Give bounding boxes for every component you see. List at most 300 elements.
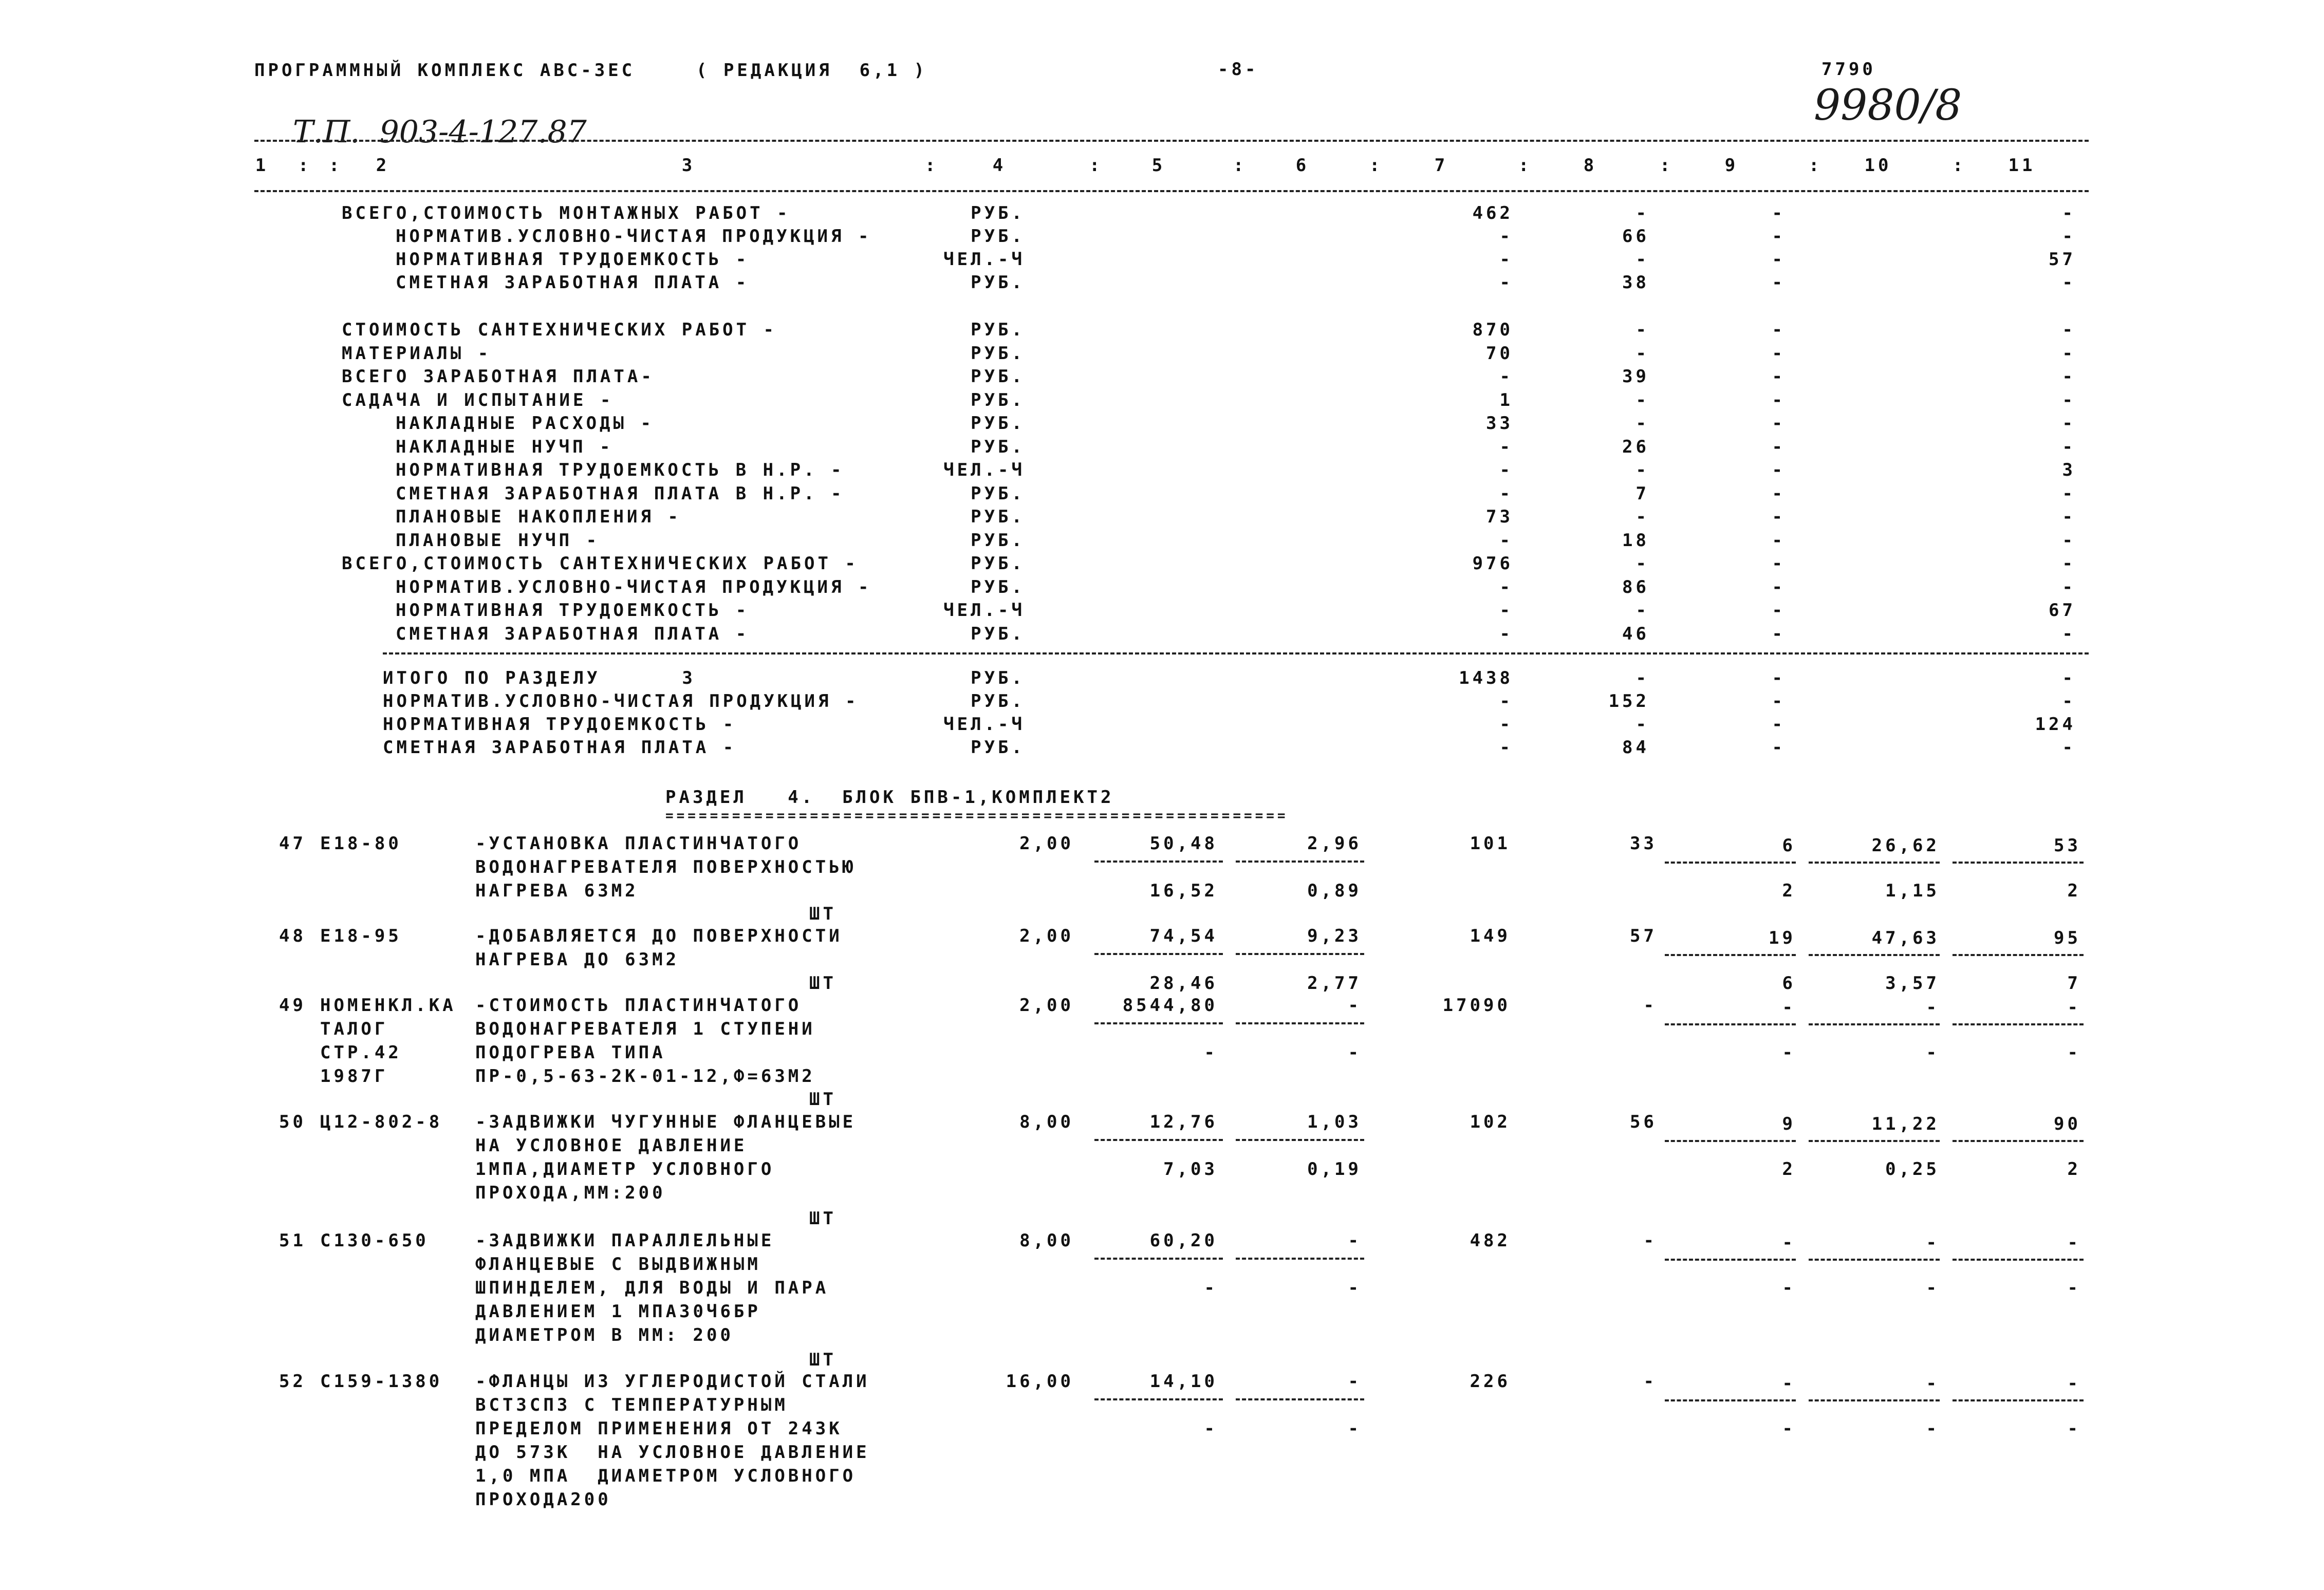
item-description: ВОДОНАГРЕВАТЕЛЯ 1 СТУПЕНИ xyxy=(475,1019,815,1039)
column-separator: : xyxy=(1089,155,1103,176)
item-col10-b: 3,57 xyxy=(1885,973,1940,994)
value-col7: 462 xyxy=(1472,203,1513,223)
value-col11: 124 xyxy=(2035,714,2076,735)
value-col8: - xyxy=(1635,413,1649,434)
item-col8: - xyxy=(1643,1371,1657,1392)
program-title: ПРОГРАММНЫЙ КОМПЛЕКС АВС-3ЕС xyxy=(254,60,636,81)
item-col9-b: 6 xyxy=(1782,973,1796,994)
summary-label: ВСЕГО,СТОИМОСТЬ САНТЕХНИЧЕСКИХ РАБОТ - xyxy=(342,553,859,574)
unit-label: РУБ. xyxy=(971,320,1025,340)
sub-rule xyxy=(1809,1140,1940,1142)
sub-rule xyxy=(1094,1258,1223,1260)
value-col8: - xyxy=(1635,668,1649,688)
item-total: 149 xyxy=(1470,926,1511,946)
item-wage-cost: - xyxy=(1348,995,1362,1016)
item-machine-wage: - xyxy=(1348,1042,1362,1063)
item-unit-cost-wage: 28,46 xyxy=(1149,973,1218,994)
unit-label: РУБ. xyxy=(971,413,1025,434)
value-col7: - xyxy=(1499,576,1513,597)
sub-rule xyxy=(1809,1259,1940,1261)
unit-label: РУБ. xyxy=(971,366,1025,387)
value-col9: - xyxy=(1772,343,1786,364)
unit-label: РУБ. xyxy=(971,483,1025,504)
value-col11: - xyxy=(2062,226,2076,247)
item-col9-b: - xyxy=(1782,1418,1796,1439)
item-total: 482 xyxy=(1470,1230,1511,1251)
item-description: ПРОХОДА200 xyxy=(475,1489,611,1510)
item-description: ФЛАНЦЕВЫЕ С ВЫДВИЖНЫМ xyxy=(475,1254,761,1275)
item-col11-b: 7 xyxy=(2067,973,2081,994)
unit-label: ЧЕЛ.-Ч xyxy=(943,600,1025,621)
item-description: 1МПА,ДИАМЕТР УСЛОВНОГО xyxy=(475,1159,775,1180)
item-description: ПР-0,5-63-2К-01-12,Ф=63М2 xyxy=(475,1066,815,1087)
column-number-11: 11 xyxy=(2008,155,2036,176)
column-number-9: 9 xyxy=(1724,155,1739,176)
item-total: 102 xyxy=(1470,1112,1511,1132)
sub-rule xyxy=(1953,954,2084,956)
summary-label: СТОИМОСТЬ САНТЕХНИЧЕСКИХ РАБОТ - xyxy=(342,320,777,340)
sub-rule xyxy=(1953,1399,2084,1401)
item-col10: - xyxy=(1926,1373,1940,1394)
sub-rule xyxy=(1094,1139,1223,1141)
summary-label: САДАЧА И ИСПЫТАНИЕ - xyxy=(342,389,614,410)
value-col7: - xyxy=(1499,436,1513,457)
value-col7: - xyxy=(1499,714,1513,735)
value-col9: - xyxy=(1772,460,1786,480)
item-description: ВОДОНАГРЕВАТЕЛЯ ПОВЕРХНОСТЬЮ xyxy=(475,857,857,877)
unit-label: РУБ. xyxy=(971,389,1025,410)
item-description: 1,0 МПА ДИАМЕТРОМ УСЛОВНОГО xyxy=(475,1466,857,1486)
item-unit-cost: 74,54 xyxy=(1149,926,1218,946)
value-col9: - xyxy=(1772,366,1786,387)
unit-label: РУБ. xyxy=(971,436,1025,457)
unit-label: РУБ. xyxy=(971,623,1025,644)
item-machine-wage: 2,77 xyxy=(1307,973,1362,994)
item-unit-cost-wage: 16,52 xyxy=(1149,881,1218,901)
value-col9: - xyxy=(1772,714,1786,735)
item-description: ПРЕДЕЛОМ ПРИМЕНЕНИЯ ОТ 243К xyxy=(475,1418,843,1439)
item-description: -ДОБАВЛЯЕТСЯ ДО ПОВЕРХНОСТИ xyxy=(475,926,843,946)
value-col11: - xyxy=(2062,576,2076,597)
item-description: ДАВЛЕНИЕМ 1 МПА30Ч6БР xyxy=(475,1301,761,1322)
section-total-rule xyxy=(383,652,2089,654)
value-col8: 66 xyxy=(1622,226,1649,247)
item-wage-cost: - xyxy=(1348,1371,1362,1392)
unit-label: РУБ. xyxy=(971,343,1025,364)
summary-label: СМЕТНАЯ ЗАРАБОТНАЯ ПЛАТА - xyxy=(396,272,750,293)
unit-sht: ШТ xyxy=(809,1350,836,1370)
value-col11: - xyxy=(2062,483,2076,504)
column-number-1: 1 xyxy=(255,155,269,176)
value-col8: 39 xyxy=(1622,366,1649,387)
item-quantity: 8,00 xyxy=(1019,1112,1074,1132)
item-col8: 56 xyxy=(1630,1112,1657,1132)
value-col7: 976 xyxy=(1472,553,1513,574)
item-col9: 19 xyxy=(1769,928,1796,948)
value-col9: - xyxy=(1772,737,1786,758)
value-col9: - xyxy=(1772,553,1786,574)
item-code: С159-1380 xyxy=(320,1371,443,1392)
value-col9: - xyxy=(1772,249,1786,270)
summary-label: СМЕТНАЯ ЗАРАБОТНАЯ ПЛАТА В Н.Р. - xyxy=(396,483,845,504)
value-col11: - xyxy=(2062,691,2076,712)
item-unit-cost: 14,10 xyxy=(1149,1371,1218,1392)
item-total: 226 xyxy=(1470,1371,1511,1392)
value-col11: - xyxy=(2062,272,2076,293)
item-col11-b: - xyxy=(2067,1042,2081,1063)
value-col11: - xyxy=(2062,553,2076,574)
item-col11: - xyxy=(2067,1232,2081,1253)
item-description: ДИАМЕТРОМ В ММ: 200 xyxy=(475,1325,734,1345)
value-col8: 84 xyxy=(1622,737,1649,758)
unit-label: ЧЕЛ.-Ч xyxy=(943,460,1025,480)
value-col7: - xyxy=(1499,530,1513,551)
column-separator: : xyxy=(329,155,343,176)
column-number-4: 4 xyxy=(992,155,1007,176)
summary-label: НОРМАТИВ.УСЛОВНО-ЧИСТАЯ ПРОДУКЦИЯ - xyxy=(383,691,859,712)
unit-sht: ШТ xyxy=(809,973,836,994)
value-col7: - xyxy=(1499,460,1513,480)
summary-label: ВСЕГО ЗАРАБОТНАЯ ПЛАТА- xyxy=(342,366,655,387)
item-description: -СТОИМОСТЬ ПЛАСТИНЧАТОГО xyxy=(475,995,802,1016)
item-code: ТАЛОГ xyxy=(320,1019,388,1039)
unit-label: РУБ. xyxy=(971,203,1025,223)
value-col9: - xyxy=(1772,320,1786,340)
item-quantity: 2,00 xyxy=(1019,833,1074,854)
value-col7: - xyxy=(1499,600,1513,621)
item-col9-b: 2 xyxy=(1782,881,1796,901)
item-col8: - xyxy=(1643,995,1657,1016)
item-col10: 26,62 xyxy=(1871,835,1940,856)
unit-label: ЧЕЛ.-Ч xyxy=(943,714,1025,735)
value-col8: 152 xyxy=(1608,691,1649,712)
column-separator: : xyxy=(1233,155,1247,176)
sub-rule xyxy=(1665,1399,1796,1401)
unit-sht: ШТ xyxy=(809,1208,836,1229)
item-col9: 9 xyxy=(1782,1114,1796,1134)
value-col7: 1 xyxy=(1499,389,1513,410)
unit-label: РУБ. xyxy=(971,226,1025,247)
column-separator: : xyxy=(925,155,939,176)
item-col9: 6 xyxy=(1782,835,1796,856)
item-wage-cost: - xyxy=(1348,1230,1362,1251)
value-col11: - xyxy=(2062,668,2076,688)
sub-rule xyxy=(1236,953,1364,955)
item-total: 17090 xyxy=(1442,995,1511,1016)
handwritten-code: 9980/8 xyxy=(1814,81,1962,130)
sub-rule xyxy=(1953,1023,2084,1025)
item-col11-b: 2 xyxy=(2067,881,2081,901)
sub-rule xyxy=(1094,861,1223,863)
item-col8: - xyxy=(1643,1230,1657,1251)
item-code: Е18-95 xyxy=(320,926,402,946)
value-col11: - xyxy=(2062,623,2076,644)
column-separator: : xyxy=(1809,155,1823,176)
item-col9: - xyxy=(1782,1373,1796,1394)
summary-label: НОРМАТИВ.УСЛОВНО-ЧИСТАЯ ПРОДУКЦИЯ - xyxy=(396,576,872,597)
value-col8: 7 xyxy=(1635,483,1649,504)
section-underline: ======================================================== xyxy=(665,808,1289,824)
unit-label: РУБ. xyxy=(971,576,1025,597)
item-code: НОМЕНКЛ.КА xyxy=(320,995,456,1016)
sub-rule xyxy=(1665,862,1796,864)
item-col11-b: - xyxy=(2067,1418,2081,1439)
unit-label: РУБ. xyxy=(971,530,1025,551)
sub-rule xyxy=(1236,861,1364,863)
sub-rule xyxy=(1094,1398,1223,1400)
summary-label: НОРМАТИВНАЯ ТРУДОЕМКОСТЬ - xyxy=(383,714,737,735)
item-col8: 57 xyxy=(1630,926,1657,946)
value-col11: - xyxy=(2062,436,2076,457)
item-col9-b: - xyxy=(1782,1278,1796,1298)
item-number: 49 xyxy=(279,995,306,1016)
item-unit-cost: 50,48 xyxy=(1149,833,1218,854)
summary-label: НОРМАТИВНАЯ ТРУДОЕМКОСТЬ В Н.Р. - xyxy=(396,460,845,480)
column-separator: : xyxy=(1369,155,1383,176)
value-col11: - xyxy=(2062,530,2076,551)
column-number-5: 5 xyxy=(1151,155,1166,176)
value-col7: 33 xyxy=(1486,413,1513,434)
value-col7: 1438 xyxy=(1459,668,1513,688)
item-col11: 95 xyxy=(2054,928,2081,948)
value-col7: 70 xyxy=(1486,343,1513,364)
item-wage-cost: 1,03 xyxy=(1307,1112,1362,1132)
value-col9: - xyxy=(1772,507,1786,527)
section-title: РАЗДЕЛ 4. БЛОК БПВ-1,КОМПЛЕКТ2 xyxy=(665,787,1114,808)
column-separator: : xyxy=(298,155,312,176)
item-number: 48 xyxy=(279,926,306,946)
column-number-2: 2 xyxy=(376,155,390,176)
sub-rule xyxy=(1665,1023,1796,1025)
item-unit-cost: 8544,80 xyxy=(1122,995,1218,1016)
value-col11: - xyxy=(2062,389,2076,410)
item-col10: 11,22 xyxy=(1871,1114,1940,1134)
column-number-3: 3 xyxy=(681,155,696,176)
value-col7: - xyxy=(1499,249,1513,270)
item-col10-b: - xyxy=(1926,1278,1940,1298)
value-col8: 26 xyxy=(1622,436,1649,457)
item-number: 47 xyxy=(279,833,306,854)
value-col9: - xyxy=(1772,668,1786,688)
value-col9: - xyxy=(1772,203,1786,223)
value-col7: 73 xyxy=(1486,507,1513,527)
item-quantity: 16,00 xyxy=(1006,1371,1074,1392)
sub-rule xyxy=(1094,1022,1223,1024)
value-col7: - xyxy=(1499,226,1513,247)
value-col7: - xyxy=(1499,737,1513,758)
unit-label: РУБ. xyxy=(971,507,1025,527)
item-col9: - xyxy=(1782,997,1796,1018)
item-code: СТР.42 xyxy=(320,1042,402,1063)
item-description: -ЗАДВИЖКИ ПАРАЛЛЕЛЬНЫЕ xyxy=(475,1230,775,1251)
unit-sht: ШТ xyxy=(809,904,836,924)
value-col7: - xyxy=(1499,483,1513,504)
sub-rule xyxy=(1236,1022,1364,1024)
item-machine-wage: - xyxy=(1348,1278,1362,1298)
summary-label: НОРМАТИВ.УСЛОВНО-ЧИСТАЯ ПРОДУКЦИЯ - xyxy=(396,226,872,247)
item-description: ШПИНДЕЛЕМ, ДЛЯ ВОДЫ И ПАРА xyxy=(475,1278,829,1298)
item-col8: 33 xyxy=(1630,833,1657,854)
value-col11: 3 xyxy=(2062,460,2076,480)
value-col9: - xyxy=(1772,623,1786,644)
item-quantity: 2,00 xyxy=(1019,995,1074,1016)
item-col10: 47,63 xyxy=(1871,928,1940,948)
summary-label: НОРМАТИВНАЯ ТРУДОЕМКОСТЬ - xyxy=(396,249,750,270)
value-col9: - xyxy=(1772,530,1786,551)
column-separator: : xyxy=(1953,155,1966,176)
sub-rule xyxy=(1953,1259,2084,1261)
value-col11: - xyxy=(2062,366,2076,387)
summary-label: ПЛАНОВЫЕ НАКОПЛЕНИЯ - xyxy=(396,507,681,527)
item-col11-b: - xyxy=(2067,1278,2081,1298)
value-col9: - xyxy=(1772,483,1786,504)
value-col11: - xyxy=(2062,413,2076,434)
item-col11: - xyxy=(2067,997,2081,1018)
value-col8: - xyxy=(1635,249,1649,270)
value-col8: 46 xyxy=(1622,623,1649,644)
item-unit-cost: 12,76 xyxy=(1149,1112,1218,1132)
item-number: 52 xyxy=(279,1371,306,1392)
item-wage-cost: 9,23 xyxy=(1307,926,1362,946)
item-col10: - xyxy=(1926,1232,1940,1253)
item-total: 101 xyxy=(1470,833,1511,854)
unit-label: РУБ. xyxy=(971,272,1025,293)
item-description: -ЗАДВИЖКИ ЧУГУННЫЕ ФЛАНЦЕВЫЕ xyxy=(475,1112,857,1132)
summary-label: ПЛАНОВЫЕ НУЧП - xyxy=(396,530,600,551)
edition-label: ( РЕДАКЦИЯ 6,1 ) xyxy=(696,60,927,81)
item-wage-cost: 2,96 xyxy=(1307,833,1362,854)
column-separator: : xyxy=(1518,155,1532,176)
item-description: НА УСЛОВНОЕ ДАВЛЕНИЕ xyxy=(475,1135,748,1156)
value-col9: - xyxy=(1772,389,1786,410)
unit-label: РУБ. xyxy=(971,668,1025,688)
summary-label: ИТОГО ПО РАЗДЕЛУ 3 xyxy=(383,668,696,688)
value-col11: - xyxy=(2062,203,2076,223)
sub-rule xyxy=(1953,1140,2084,1142)
item-unit-cost: 60,20 xyxy=(1149,1230,1218,1251)
sub-rule xyxy=(1236,1398,1364,1400)
value-col8: - xyxy=(1635,507,1649,527)
value-col7: - xyxy=(1499,366,1513,387)
sub-rule xyxy=(1236,1258,1364,1260)
item-description: -ФЛАНЦЫ ИЗ УГЛЕРОДИСТОЙ СТАЛИ xyxy=(475,1371,870,1392)
value-col7: - xyxy=(1499,272,1513,293)
value-col8: - xyxy=(1635,320,1649,340)
value-col9: - xyxy=(1772,413,1786,434)
item-col10-b: 0,25 xyxy=(1885,1159,1940,1180)
value-col9: - xyxy=(1772,691,1786,712)
value-col8: - xyxy=(1635,203,1649,223)
value-col9: - xyxy=(1772,272,1786,293)
value-col11: 67 xyxy=(2049,600,2076,621)
item-description: ПРОХОДА,ММ:200 xyxy=(475,1183,666,1203)
column-number-10: 10 xyxy=(1864,155,1892,176)
item-machine-wage: 0,89 xyxy=(1307,881,1362,901)
value-col8: - xyxy=(1635,553,1649,574)
item-number: 51 xyxy=(279,1230,306,1251)
column-number-6: 6 xyxy=(1295,155,1310,176)
item-description: ДО 573К НА УСЛОВНОЕ ДАВЛЕНИЕ xyxy=(475,1442,870,1463)
sub-rule xyxy=(1809,1399,1940,1401)
column-separator: : xyxy=(1660,155,1674,176)
item-col10-b: - xyxy=(1926,1042,1940,1063)
value-col8: - xyxy=(1635,460,1649,480)
header-rule xyxy=(254,190,2089,192)
item-col9: - xyxy=(1782,1232,1796,1253)
item-col10: - xyxy=(1926,997,1940,1018)
summary-label: ВСЕГО,СТОИМОСТЬ МОНТАЖНЫХ РАБОТ - xyxy=(342,203,791,223)
value-col8: - xyxy=(1635,343,1649,364)
value-col9: - xyxy=(1772,436,1786,457)
sheet-number: 7790 xyxy=(1821,59,1876,80)
handwritten-project-number: Т.П. 903-4-127.87 xyxy=(293,114,587,150)
column-number-7: 7 xyxy=(1434,155,1448,176)
item-description: ВСТ3СП3 С ТЕМПЕРАТУРНЫМ xyxy=(475,1395,788,1415)
top-rule xyxy=(254,140,2089,142)
item-col9-b: 2 xyxy=(1782,1159,1796,1180)
item-unit-cost-wage: - xyxy=(1204,1278,1218,1298)
item-quantity: 8,00 xyxy=(1019,1230,1074,1251)
value-col11: - xyxy=(2062,737,2076,758)
item-col11: 53 xyxy=(2054,835,2081,856)
value-col8: - xyxy=(1635,389,1649,410)
value-col11: 57 xyxy=(2049,249,2076,270)
item-description: -УСТАНОВКА ПЛАСТИНЧАТОГО xyxy=(475,833,802,854)
summary-label: НОРМАТИВНАЯ ТРУДОЕМКОСТЬ - xyxy=(396,600,750,621)
sub-rule xyxy=(1094,953,1223,955)
unit-sht: ШТ xyxy=(809,1089,836,1110)
value-col7: 870 xyxy=(1472,320,1513,340)
item-unit-cost-wage: - xyxy=(1204,1042,1218,1063)
item-col11: 90 xyxy=(2054,1114,2081,1134)
item-col11: - xyxy=(2067,1373,2081,1394)
sub-rule xyxy=(1665,1259,1796,1261)
item-description: НАГРЕВА 63М2 xyxy=(475,881,639,901)
summary-label: МАТЕРИАЛЫ - xyxy=(342,343,492,364)
item-quantity: 2,00 xyxy=(1019,926,1074,946)
value-col9: - xyxy=(1772,576,1786,597)
value-col8: 38 xyxy=(1622,272,1649,293)
unit-label: РУБ. xyxy=(971,553,1025,574)
item-description: ПОДОГРЕВА ТИПА xyxy=(475,1042,666,1063)
sub-rule xyxy=(1665,954,1796,956)
unit-label: ЧЕЛ.-Ч xyxy=(943,249,1025,270)
page-mark: -8- xyxy=(1218,59,1259,80)
item-col10-b: 1,15 xyxy=(1885,881,1940,901)
unit-label: РУБ. xyxy=(971,737,1025,758)
sub-rule xyxy=(1665,1140,1796,1142)
item-code: 1987Г xyxy=(320,1066,388,1087)
item-code: С130-650 xyxy=(320,1230,429,1251)
summary-label: НАКЛАДНЫЕ НУЧП - xyxy=(396,436,613,457)
item-col10-b: - xyxy=(1926,1418,1940,1439)
summary-label: СМЕТНАЯ ЗАРАБОТНАЯ ПЛАТА - xyxy=(396,623,750,644)
item-description: НАГРЕВА ДО 63М2 xyxy=(475,949,680,970)
sub-rule xyxy=(1809,1023,1940,1025)
item-code: Ц12-802-8 xyxy=(320,1112,443,1132)
sub-rule xyxy=(1236,1139,1364,1141)
value-col8: 86 xyxy=(1622,576,1649,597)
unit-label: РУБ. xyxy=(971,691,1025,712)
item-code: Е18-80 xyxy=(320,833,402,854)
value-col8: - xyxy=(1635,714,1649,735)
item-machine-wage: 0,19 xyxy=(1307,1159,1362,1180)
value-col11: - xyxy=(2062,507,2076,527)
summary-label: НАКЛАДНЫЕ РАСХОДЫ - xyxy=(396,413,654,434)
item-machine-wage: - xyxy=(1348,1418,1362,1439)
item-col9-b: - xyxy=(1782,1042,1796,1063)
value-col7: - xyxy=(1499,691,1513,712)
